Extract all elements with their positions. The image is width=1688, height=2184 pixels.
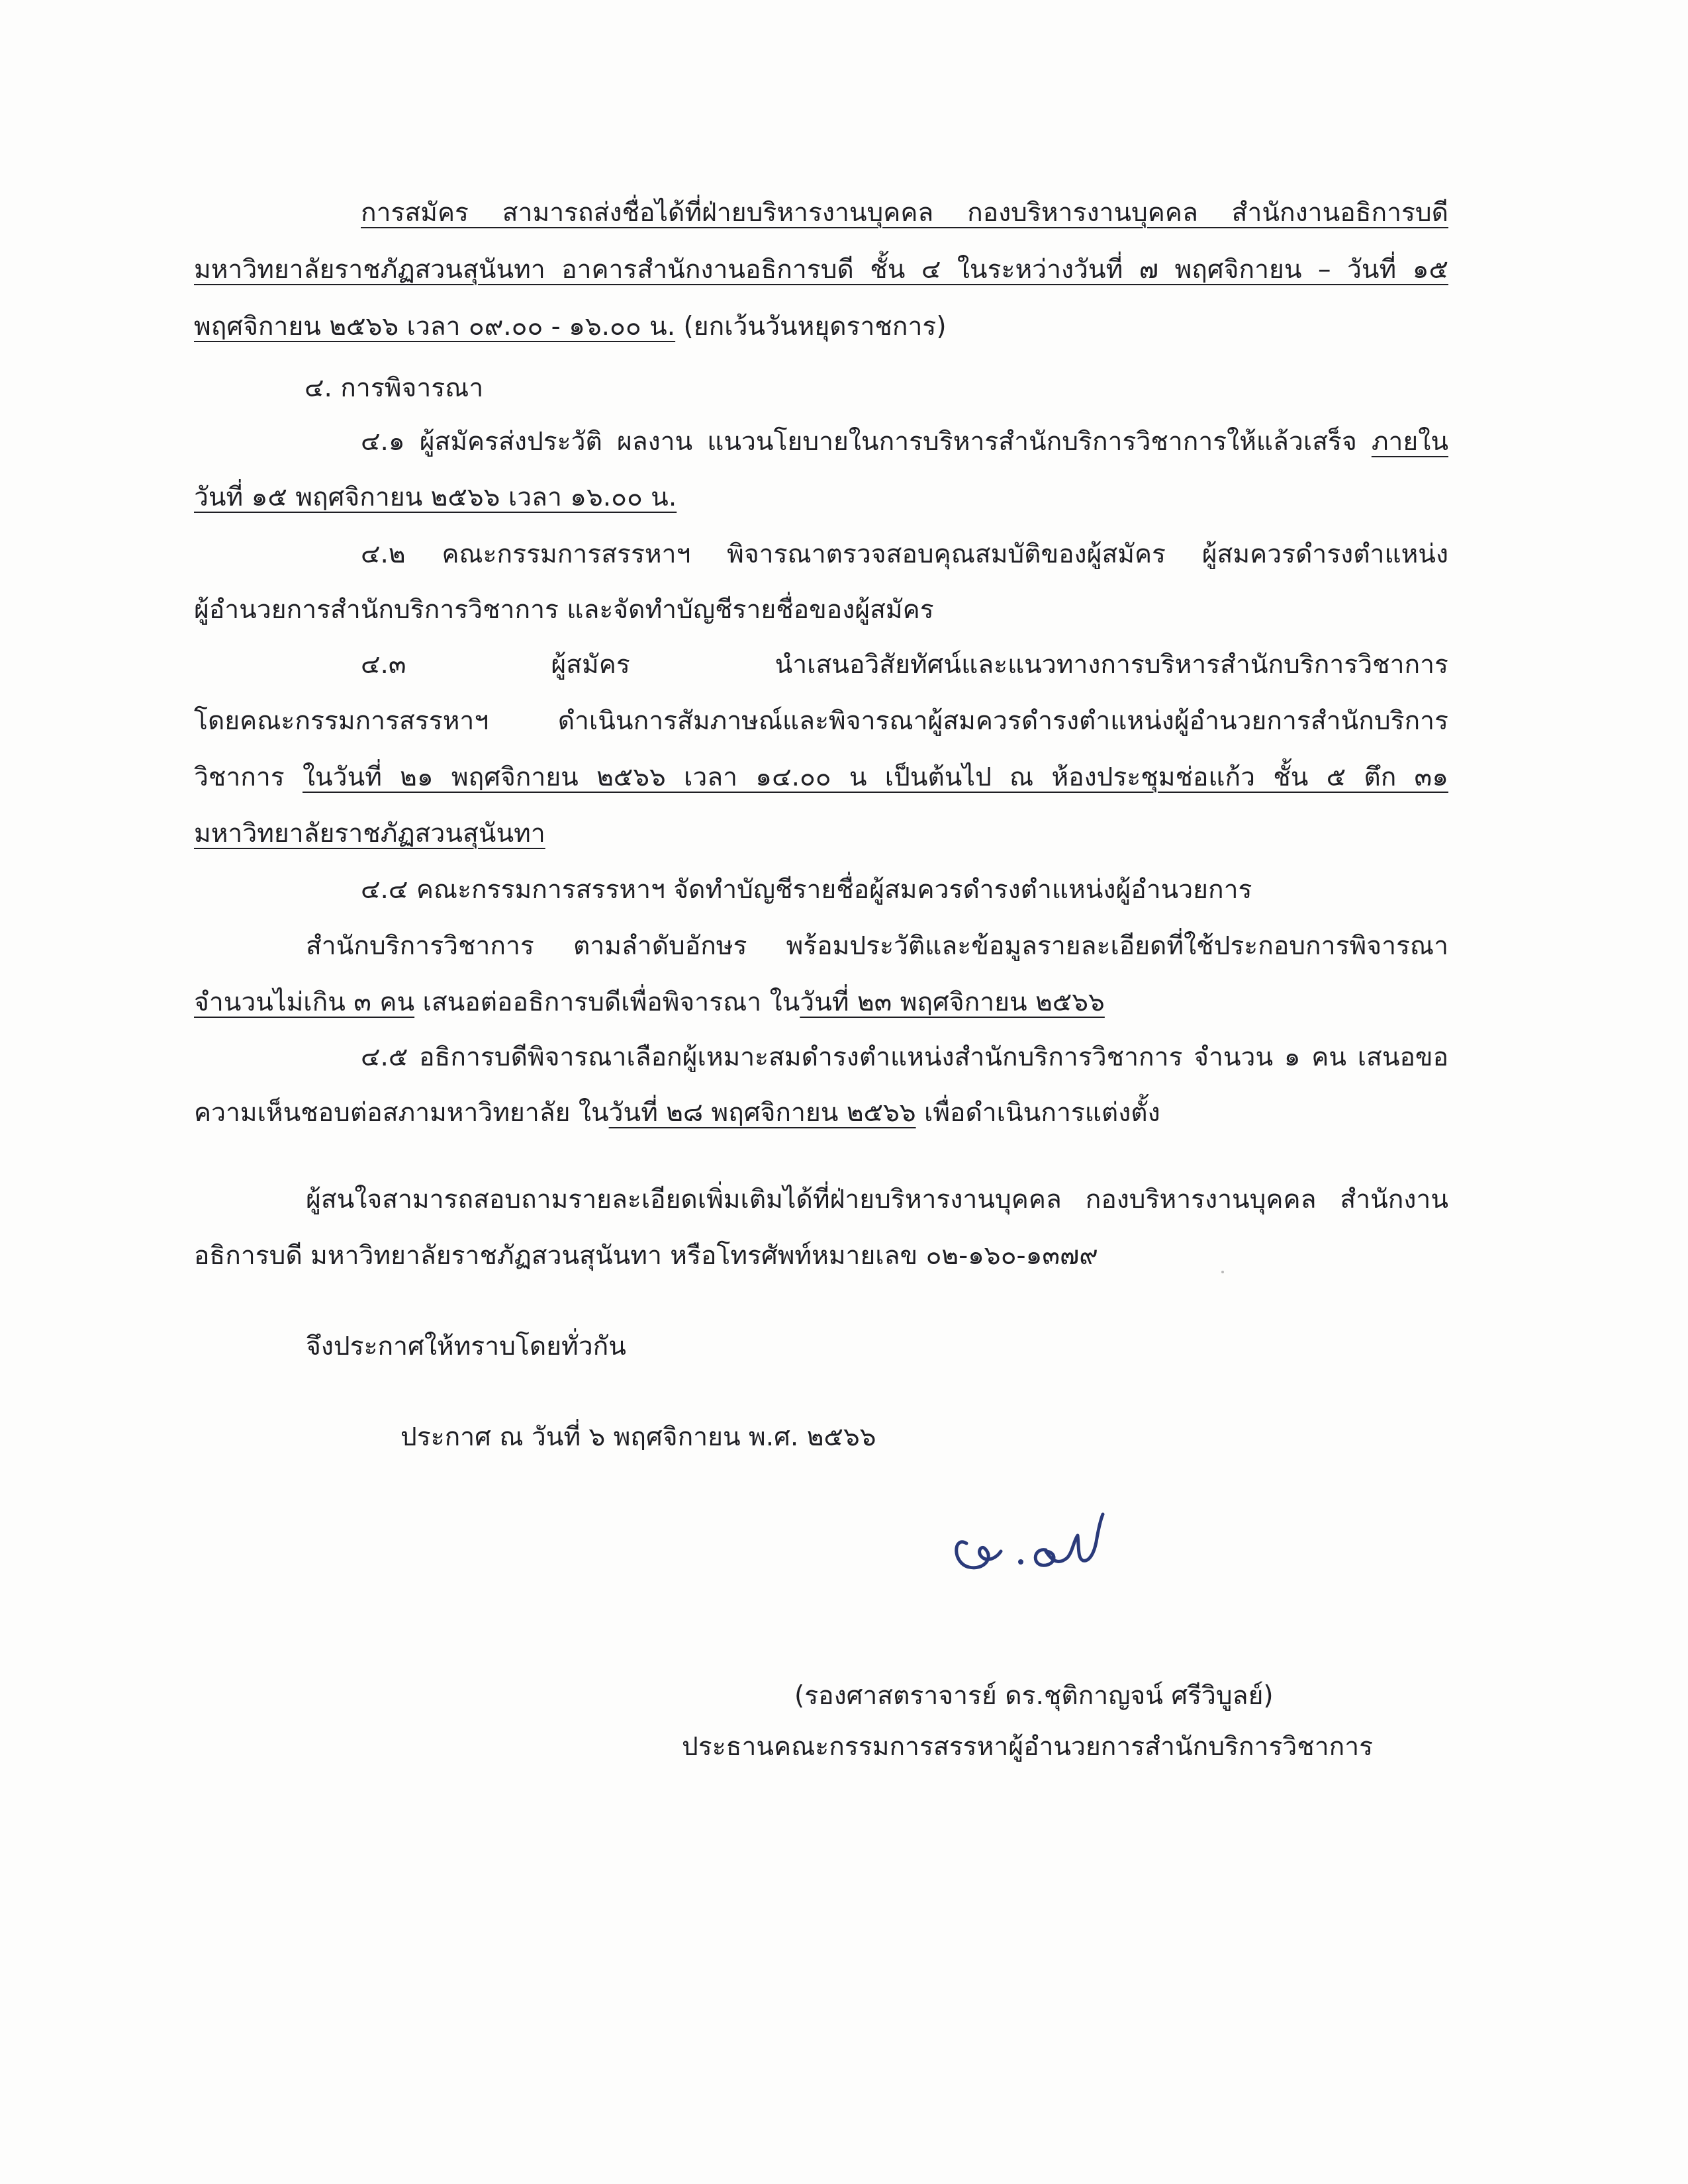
sec3-line1 [361,193,1448,233]
p45-line2-date: วันที่ ๒๘ พฤศจิกายน ๒๕๖๖ [608,1098,916,1128]
signature-graphic [947,1489,1145,1588]
scan-speck [1221,1271,1224,1273]
signatory-title: ประธานคณะกรรมการสรรหาผู้อำนวยการสำนักบริการวิชาการ [682,1732,1374,1762]
p43-line3-schedule: ในวันที่ ๒๑ พฤศจิกายน ๒๕๖๖ เวลา ๑๔.๐๐ น เป็นต้นไป ณ ห้องประชุมช่อแก้ว ชั้น ๕ ตึก ๓๑ [302,762,1448,792]
sec3-line1-text: การสมัคร สามารถส่งชื่อได้ที่ฝ่ายบริหารงานบุคคล กองบริหารงานบุคคล สำนักงานอธิการบดี [361,198,1448,228]
p43-line1: ๔.๓ ผู้สมัคร นำเสนอวิสัยทัศน์และแนวทางการบริหารสำนักบริการวิชาการ [361,650,1448,680]
sec4-heading: ๔. การพิจารณา [305,373,484,403]
p44-line3-mid: เสนอต่ออธิการบดีเพื่อพิจารณา ใน [414,987,800,1017]
p44-line3 [194,983,1105,1023]
p42-line1: ๔.๒ คณะกรรมการสรรหาฯ พิจารณาตรวจสอบคุณสมบัติของผู้สมัคร ผู้สมควรดำรงตำแหน่ง [361,539,1448,569]
sec3-line3-rest: (ยกเว้นวันหยุดราชการ) [675,312,947,341]
p43-line3 [194,758,1448,797]
p44-line3-date: วันที่ ๒๓ พฤศจิกายน ๒๕๖๖ [800,987,1105,1017]
sec3-line2: มหาวิทยาลัยราชภัฏสวนสุนันทา อาคารสำนักงานอธิการบดี ชั้น ๔ ในระหว่างวันที่ ๗ พฤศจิกายน – วันที่ ๑๕ [194,255,1448,285]
contact-line1: ผู้สนใจสามารถสอบถามรายละเอียดเพิ่มเติมได้ที่ฝ่ายบริหารงานบุคคล กองบริหารงานบุคคล สำนักงาน [306,1185,1448,1214]
p41-line1-text: ๔.๑ ผู้สมัครส่งประวัติ ผลงาน แนวนโยบายในการบริหารสำนักบริการวิชาการให้แล้วเสร็จ [361,427,1372,457]
sec3-line3-date: พฤศจิกายน ๒๕๖๖ เวลา ๐๙.๐๐ - ๑๖.๐๐ น. [194,312,676,341]
p43-line2: โดยคณะกรรมการสรรหาฯ ดำเนินการสัมภาษณ์และพิจารณาผู้สมควรดำรงตำแหน่งผู้อำนวยการสำนักบริการ [194,706,1448,736]
p43-line4: มหาวิทยาลัยราชภัฏสวนสุนันทา [194,819,545,848]
p41-line2: วันที่ ๑๕ พฤศจิกายน ๒๕๖๖ เวลา ๑๖.๐๐ น. [194,482,677,512]
contact-line2: อธิการบดี มหาวิทยาลัยราชภัฏสวนสุนันทา หรือโทรศัพท์หมายเลข ๐๒-๑๖๐-๑๓๗๙ [194,1241,1098,1271]
p45-line2 [194,1093,1160,1133]
p45-line1: ๔.๕ อธิการบดีพิจารณาเลือกผู้เหมาะสมดำรงตำแหน่งสำนักบริการวิชาการ จำนวน ๑ คน เสนอขอ [361,1042,1448,1072]
p42-line2: ผู้อำนวยการสำนักบริการวิชาการ และจัดทำบัญชีรายชื่อของผู้สมัคร [194,595,934,625]
p41-line1-deadline: ภายใน [1371,427,1448,457]
p44-line3-count: จำนวนไม่เกิน ๓ คน [194,987,415,1017]
sec3-line3 [194,307,947,347]
p41-line1 [361,422,1448,462]
p45-line2-text: ความเห็นชอบต่อสภามหาวิทยาลัย ใน [194,1098,609,1128]
p44-line1: ๔.๔ คณะกรรมการสรรหาฯ จัดทำบัญชีรายชื่อผู้สมควรดำรงตำแหน่งผู้อำนวยการ [361,875,1252,905]
p45-line2-end: เพื่อดำเนินการแต่งตั้ง [915,1098,1160,1128]
closing-text: จึงประกาศให้ทราบโดยทั่วกัน [306,1332,626,1361]
signatory-name: (รองศาสตราจารย์ ดร.ชุติกาญจน์ ศรีวิบูลย์) [794,1681,1274,1711]
p44-line2: สำนักบริการวิชาการ ตามลำดับอักษร พร้อมประวัติและข้อมูลรายละเอียดที่ใช้ประกอบการพิจารณา [306,931,1448,961]
announce-date: ประกาศ ณ วันที่ ๖ พฤศจิกายน พ.ศ. ๒๕๖๖ [400,1422,876,1452]
p43-line3-text: วิชาการ [194,762,303,792]
